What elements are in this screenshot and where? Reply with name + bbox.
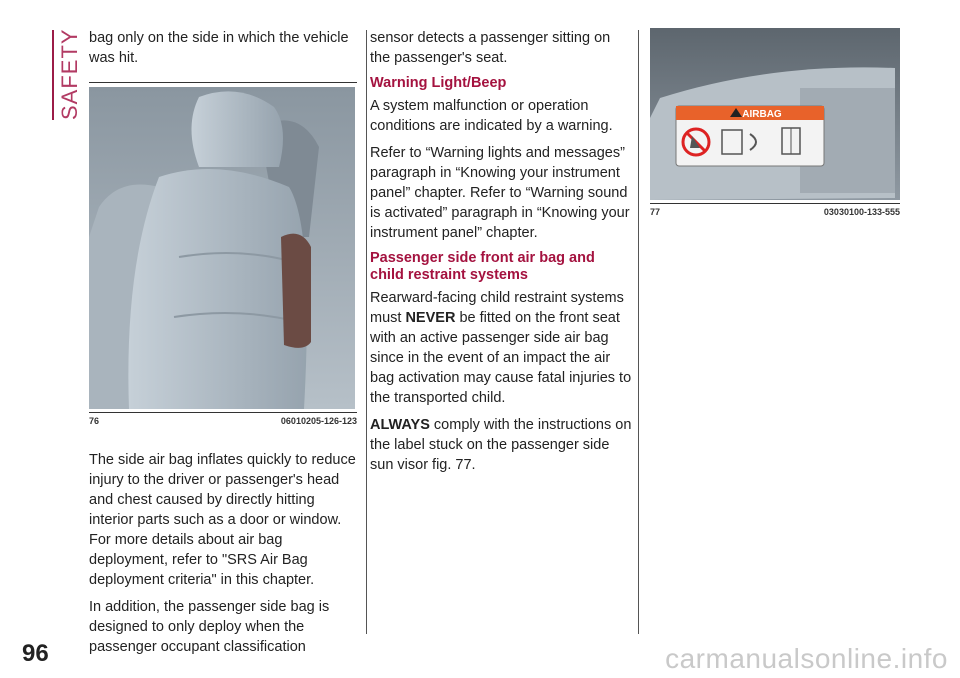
p4-post: comply with the instructions on the label stuck on the passenger side sun visor fig. 77. xyxy=(370,417,632,473)
section-label: SAFETY xyxy=(57,28,82,120)
page-number: 96 xyxy=(22,640,49,667)
col2-paragraph-0: sensor detects a passenger sitting on the passenger's seat. xyxy=(370,30,611,66)
seat-side-airbag-illustration xyxy=(89,87,355,409)
col1-paragraph-2: In addition, the passenger side bag is designed to only deploy when the passenger occupant classification xyxy=(89,599,330,655)
heading-warning-light: Warning Light/Beep xyxy=(370,75,507,91)
airbag-label-text: AIRBAG xyxy=(742,109,782,120)
col2-paragraph-4 xyxy=(370,415,632,475)
column-divider-2 xyxy=(638,30,639,634)
column-divider-1 xyxy=(366,30,367,634)
figure-76 xyxy=(89,87,355,409)
section-tab-rule xyxy=(52,30,54,120)
column-1 xyxy=(89,28,357,664)
figure-76-number: 76 xyxy=(89,416,100,426)
figure-76-caption xyxy=(89,412,357,426)
p3-post: be fitted on the front seat with an active passenger side air bag since in the event of an impact the air bag activation may cause fatal injuries to the transported child. xyxy=(370,310,632,406)
sun-visor-label-illustration xyxy=(650,28,900,200)
figure-77-code: 03030100-133-555 xyxy=(823,207,900,217)
seat-back-shape xyxy=(128,169,306,409)
section-tab xyxy=(52,30,82,120)
figure-76-code: 06010205-126-123 xyxy=(280,416,357,426)
figure-77-caption xyxy=(650,203,900,217)
col2-paragraph-1: A system malfunction or operation conditions are indicated by a warning. xyxy=(370,98,613,134)
side-airbag-module xyxy=(281,234,311,348)
col2-paragraph-2: Refer to “Warning lights and messages” paragraph in “Knowing your instrument panel” chapter. Refer to “Warning sound is activated” paragraph in “Knowing your instrument panel” chapter. xyxy=(370,145,630,241)
p3-pre: Rearward-facing child restraint systems must xyxy=(370,290,624,326)
column-2 xyxy=(370,28,632,482)
col1-paragraph-1: The side air bag inflates quickly to reduce injury to the driver or passenger's head and chest caused by directly hitting interior parts such as a door or window. For more details about air bag deployment, refer to "SRS Air Bag deployment criteria" in this chapter. xyxy=(89,452,356,588)
column-3 xyxy=(650,28,900,217)
figure-77 xyxy=(650,28,900,200)
figure-76-top-rule xyxy=(89,82,357,83)
col1-intro: bag only on the side in which the vehicle was hit. xyxy=(89,30,349,66)
heading-child-restraint: Passenger side front air bag and child restraint systems xyxy=(370,250,595,283)
never-emphasis: NEVER xyxy=(405,310,456,326)
figure-77-number: 77 xyxy=(650,207,661,217)
always-emphasis: ALWAYS xyxy=(370,417,430,433)
col2-paragraph-3 xyxy=(370,288,632,408)
watermark-text: carmanualsonline.info xyxy=(665,643,948,674)
